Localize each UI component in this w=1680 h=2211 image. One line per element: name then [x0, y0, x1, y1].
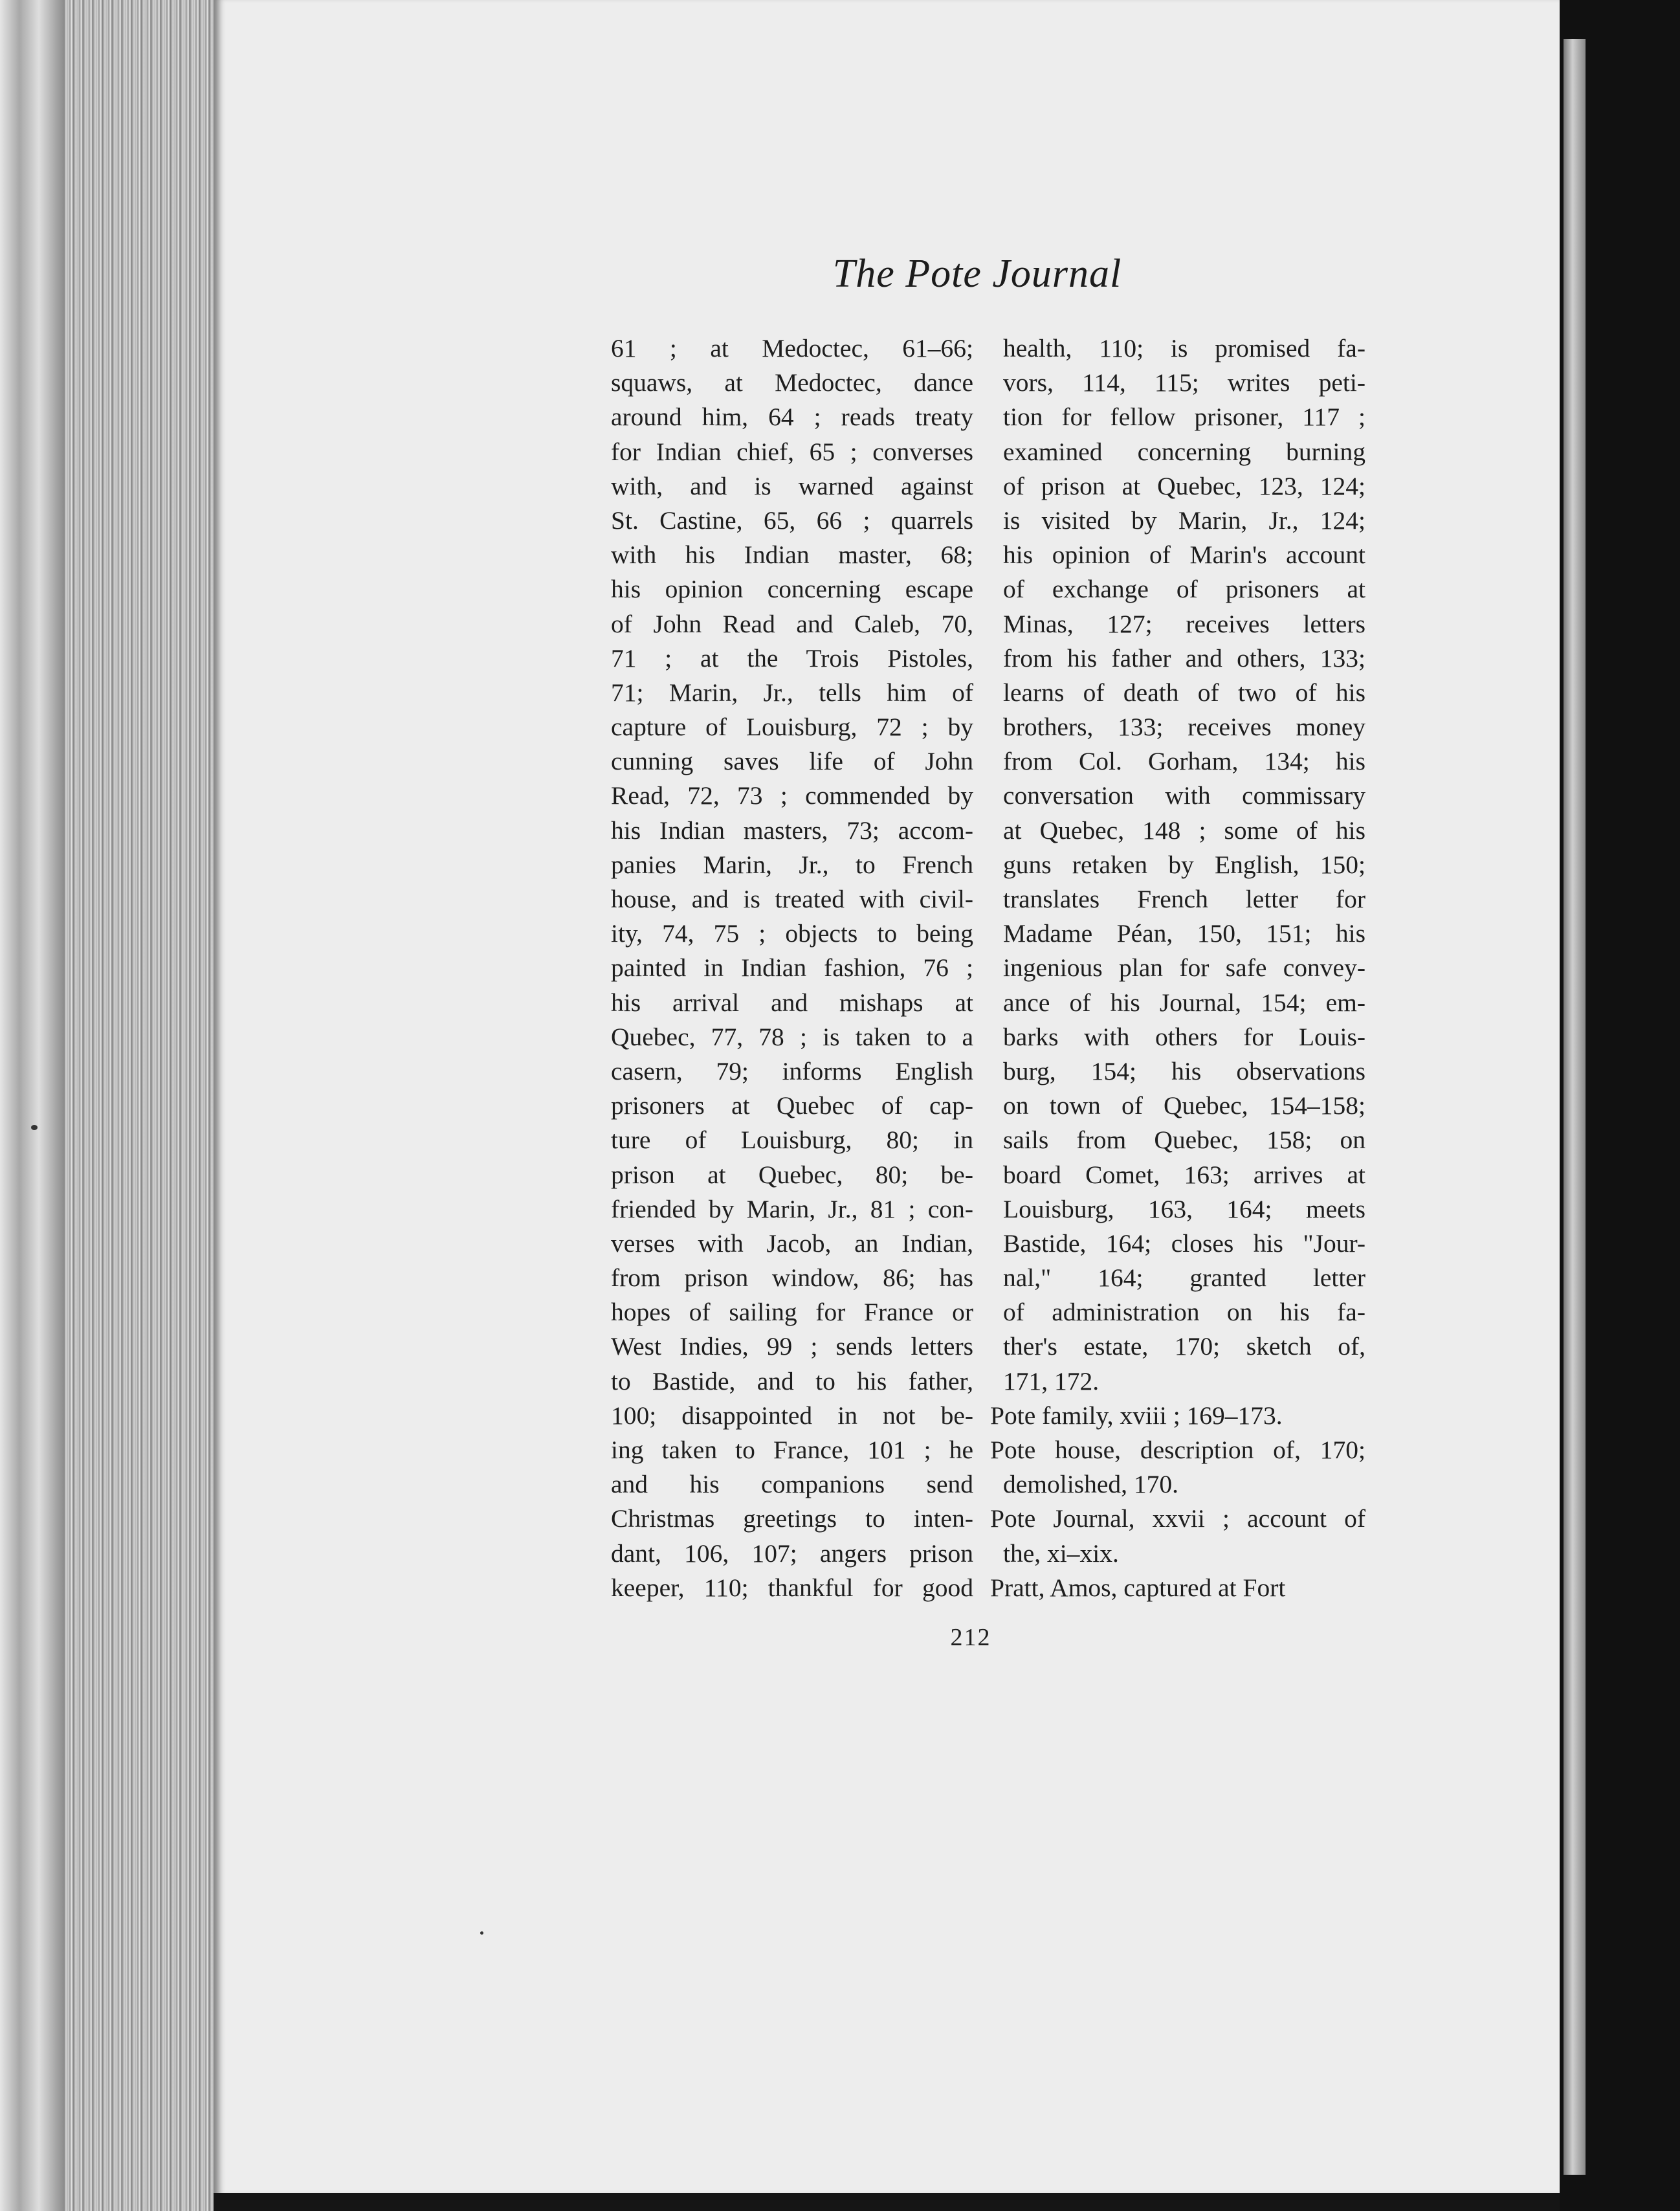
- index-line: vors, 114, 115; writes peti-: [1003, 368, 1365, 397]
- index-line: tion for fellow prisoner, 117 ;: [1003, 403, 1365, 432]
- index-line: Madame Péan, 150, 151; his: [1003, 919, 1365, 948]
- index-line: Pote house, description of, 170;: [990, 1436, 1365, 1464]
- index-line: guns retaken by English, 150;: [1003, 850, 1365, 879]
- index-line: hopes of sailing for France or: [611, 1298, 973, 1327]
- index-line: with, and is warned against: [611, 471, 973, 500]
- index-line: barks with others for Louis-: [1003, 1022, 1365, 1051]
- index-line: on town of Quebec, 154–158;: [1003, 1091, 1365, 1120]
- index-column-right: [990, 331, 1365, 1605]
- index-line: Bastide, 164; closes his "Jour-: [1003, 1228, 1365, 1258]
- index-line: for Indian chief, 65 ; converses: [611, 437, 973, 466]
- index-line: ing taken to France, 101 ; he: [611, 1436, 973, 1464]
- index-line: cunning saves life of John: [611, 747, 973, 776]
- scan-speck: [480, 1931, 483, 1935]
- index-line: Christmas greetings to inten-: [611, 1504, 973, 1533]
- index-line: his opinion concerning escape: [611, 575, 973, 604]
- index-line: 100; disappointed in not be-: [611, 1401, 973, 1430]
- index-line: casern, 79; informs English: [611, 1056, 973, 1085]
- index-line: learns of death of two of his: [1003, 678, 1365, 707]
- index-line: Quebec, 77, 78 ; is taken to a: [611, 1022, 973, 1051]
- index-line: Pote Journal, xxvii ; account of: [990, 1504, 1365, 1533]
- index-line: the, xi–xix.: [1003, 1539, 1119, 1568]
- index-line: house, and is treated with civil-: [611, 885, 973, 913]
- page-number: 212: [950, 1624, 991, 1651]
- index-line: examined concerning burning: [1003, 437, 1365, 466]
- index-line: 71 ; at the Trois Pistoles,: [611, 643, 973, 672]
- book-gutter: [0, 0, 65, 2211]
- index-line: Minas, 127; receives letters: [1003, 609, 1365, 638]
- index-line: is visited by Marin, Jr., 124;: [1003, 506, 1365, 535]
- index-line: his arrival and mishaps at: [611, 988, 973, 1017]
- index-line: St. Castine, 65, 66 ; quarrels: [611, 506, 973, 535]
- index-line: from his father and others, 133;: [1003, 643, 1365, 672]
- index-line: at Quebec, 148 ; some of his: [1003, 816, 1365, 845]
- index-line: burg, 154; his observations: [1003, 1056, 1365, 1085]
- index-line: Pratt, Amos, captured at Fort: [990, 1573, 1286, 1602]
- index-line: his opinion of Marin's account: [1003, 540, 1365, 570]
- index-line: ingenious plan for safe convey-: [1003, 953, 1365, 983]
- index-line: conversation with commissary: [1003, 781, 1365, 810]
- index-line: brothers, 133; receives money: [1003, 713, 1365, 742]
- index-column-left: [611, 331, 973, 1605]
- facing-page-edge: [1564, 39, 1586, 2175]
- index-line: panies Marin, Jr., to French: [611, 850, 973, 879]
- index-line: around him, 64 ; reads treaty: [611, 403, 973, 432]
- index-line: capture of Louisburg, 72 ; by: [611, 713, 973, 742]
- running-head: The Pote Journal: [832, 252, 1122, 296]
- index-line: West Indies, 99 ; sends letters: [611, 1332, 973, 1361]
- index-line: translates French letter for: [1003, 885, 1365, 913]
- index-line: ther's estate, 170; sketch of,: [1003, 1332, 1365, 1361]
- index-line: painted in Indian fashion, 76 ;: [611, 953, 973, 983]
- index-line: and his companions send: [611, 1470, 973, 1499]
- index-line: from Col. Gorham, 134; his: [1003, 747, 1365, 776]
- index-line: of administration on his fa-: [1003, 1298, 1365, 1327]
- index-line: his Indian masters, 73; accom-: [611, 816, 973, 845]
- index-line: sails from Quebec, 158; on: [1003, 1126, 1365, 1155]
- index-line: health, 110; is promised fa-: [1003, 334, 1365, 362]
- index-line: 61 ; at Medoctec, 61–66;: [611, 334, 973, 362]
- index-line: friended by Marin, Jr., 81 ; con-: [611, 1194, 973, 1223]
- index-line: prison at Quebec, 80; be-: [611, 1160, 973, 1189]
- index-line: 71; Marin, Jr., tells him of: [611, 678, 973, 707]
- index-line: prisoners at Quebec of cap-: [611, 1091, 973, 1120]
- index-line: ance of his Journal, 154; em-: [1003, 988, 1365, 1017]
- index-line: of prison at Quebec, 123, 124;: [1003, 471, 1365, 500]
- index-line: of exchange of prisoners at: [1003, 575, 1365, 604]
- scan-bottom-edge: [214, 2193, 1560, 2211]
- index-line: Pote family, xviii ; 169–173.: [990, 1401, 1283, 1430]
- index-line: to Bastide, and to his father,: [611, 1366, 973, 1395]
- index-line: board Comet, 163; arrives at: [1003, 1160, 1365, 1189]
- index-line: 171, 172.: [1003, 1366, 1100, 1395]
- index-line: demolished, 170.: [1003, 1470, 1178, 1499]
- index-line: squaws, at Medoctec, dance: [611, 368, 973, 397]
- index-line: verses with Jacob, an Indian,: [611, 1228, 973, 1258]
- index-line: of John Read and Caleb, 70,: [611, 609, 973, 638]
- index-line: ture of Louisburg, 80; in: [611, 1126, 973, 1155]
- index-line: dant, 106, 107; angers prison: [611, 1539, 973, 1568]
- scan-speck: [31, 1125, 38, 1130]
- index-line: ity, 74, 75 ; objects to being: [611, 919, 973, 948]
- index-line: from prison window, 86; has: [611, 1263, 973, 1293]
- index-line: Read, 72, 73 ; commended by: [611, 781, 973, 810]
- index-line: keeper, 110; thankful for good: [611, 1573, 973, 1602]
- index-line: nal," 164; granted letter: [1003, 1263, 1365, 1293]
- index-line: Louisburg, 163, 164; meets: [1003, 1194, 1365, 1223]
- index-line: with his Indian master, 68;: [611, 540, 973, 570]
